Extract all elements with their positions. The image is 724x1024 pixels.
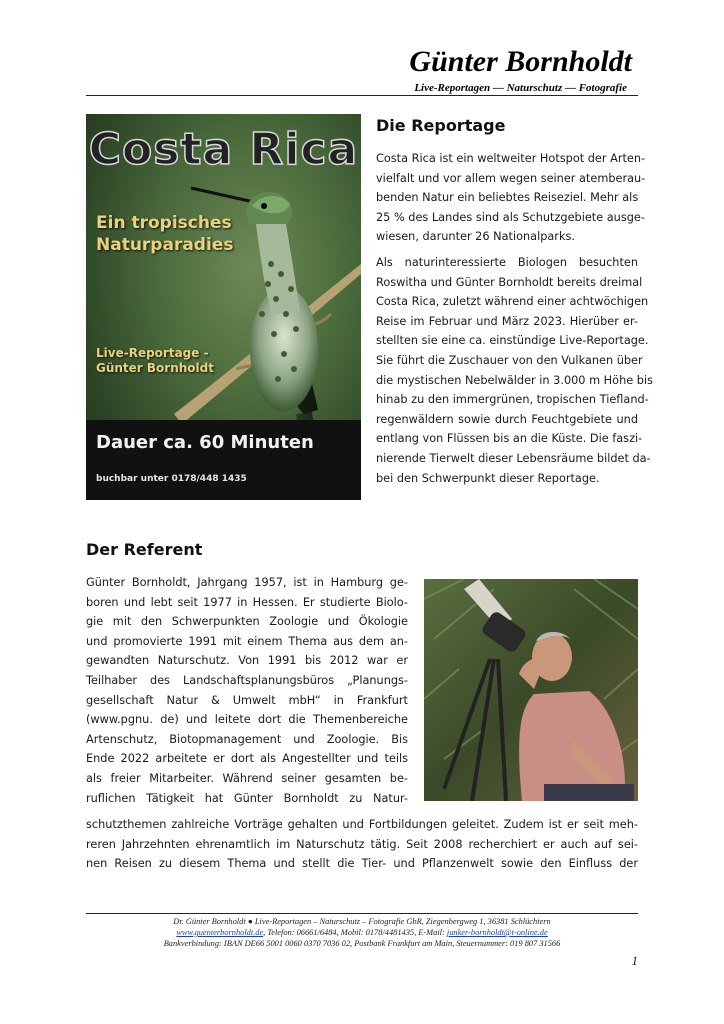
footer-contact-line	[86, 927, 638, 938]
header-divider	[86, 95, 638, 96]
footer-divider	[86, 913, 638, 914]
section-heading-referent: Der Referent	[86, 540, 203, 559]
poster-author	[96, 346, 214, 376]
website-link[interactable]: www.guenterbornholdt.de	[176, 928, 264, 937]
text-line: gewandten Naturschutz. Von 1991 bis 2012 war er	[86, 654, 408, 668]
text-line: Günter Bornholdt, Jahrgang 1957, ist in Hamburg ge-	[86, 576, 408, 589]
text-line: nierende Tierwelt dieser Lebensräume bildet da-	[376, 451, 651, 465]
paragraph	[376, 149, 646, 247]
footer-bank-details: Bankverbindung: IBAN DE66 5001 0060 0370 7036 02, Postbank Frankfurt am Main, Steuernummer: 019 807 31566	[163, 939, 561, 948]
text-line: 25 % des Landes sind als Schutzgebiete ausge-	[376, 210, 645, 224]
text-line: (www.pgnu. de) und leitete dort die Themenbereiche	[86, 713, 408, 727]
page-title: Günter Bornholdt	[409, 45, 632, 78]
text-line: wiesen, darunter 26 Nationalparks.	[376, 230, 575, 244]
text-line: Teilhaber des Landschaftsplanungsbüros „Planungs-	[86, 673, 408, 687]
poster-booking-phone: buchbar unter 0178/448 1435	[96, 474, 247, 484]
text-line: als freier Mitarbeiter. Während seiner gesamten be-	[86, 771, 408, 785]
text-line: boren und lebt seit 1977 in Hessen. Er studierte Biolo-	[86, 595, 408, 609]
text-line: schutzthemen zahlreiche Vorträge gehalten und Fortbildungen geleitet. Zudem ist er seit meh-	[86, 818, 638, 831]
footer-phone-text: , Telefon: 06661/6484, Mobil: 0178/4481435, E-Mail:	[263, 928, 447, 937]
paragraph	[376, 253, 653, 488]
text-line: regenwäldern sowie durch Feuchtgebiete und	[376, 412, 638, 426]
text-line: hinab zu den immergrünen, tropischen Tiefland-	[376, 393, 649, 407]
poster-duration: Dauer ca. 60 Minuten	[96, 432, 314, 453]
poster-subtitle-line: Naturparadies	[96, 235, 234, 255]
referent-text	[86, 573, 408, 808]
text-line: gie mit den Schwerpunkten Zoologie und Ökologie	[86, 615, 408, 629]
poster-author-line: Live-Reportage -	[96, 346, 209, 360]
text-line: gesellschaft Natur & Umwelt mbH“ in Frankfurt	[86, 693, 408, 707]
poster-author-line: Günter Bornholdt	[96, 361, 214, 375]
text-line: vielfalt und vor allem wegen seiner atemberau-	[376, 171, 646, 185]
text-line: und promovierte 1991 mit einem Thema aus dem an-	[86, 634, 408, 648]
poster-title: Costa Rica	[88, 124, 359, 175]
text-line: die mystischen Nebelwälder in 3.000 m Höhe bis	[376, 373, 653, 387]
reportage-text	[376, 149, 653, 494]
text-line: stellten sie eine ca. einstündige Live-Reportage.	[376, 334, 649, 348]
page-footer	[86, 916, 638, 949]
page-number: 1	[631, 953, 638, 968]
photographer-illustration	[424, 579, 638, 801]
page-subtitle: Live-Reportagen — Naturschutz — Fotografie	[414, 82, 627, 94]
text-line: benden Natur ein beliebtes Reiseziel. Mehr als	[376, 191, 639, 205]
text-line: nen Reisen zu diesem Thema und stellt die Tier- und Pflanzenwelt sowie den Einfluss der	[86, 857, 638, 871]
text-line: Artenschutz, Biotopmanagement und Zoologie. Bis	[86, 732, 408, 746]
section-heading-reportage: Die Reportage	[376, 116, 506, 135]
text-line: bei den Schwerpunkt dieser Reportage.	[376, 471, 600, 485]
text-line: Sie führt die Zuschauer von den Vulkanen über	[376, 353, 643, 367]
poster-footer-band	[86, 420, 361, 500]
text-line: reren Jahrzehnten ehrenamtlich im Naturschutz tätig. Seit 2008 recherchiert er auch auf sei-	[86, 837, 638, 851]
text-line: Costa Rica ist ein weltweiter Hotspot der Arten-	[376, 152, 646, 165]
costa-rica-poster	[86, 114, 361, 500]
text-line: Costa Rica, zuletzt während einer achtwöchigen	[376, 295, 649, 309]
poster-subtitle-line: Ein tropisches	[96, 213, 232, 233]
text-line: Als naturinteressierte Biologen besuchten	[376, 255, 638, 269]
referent-photo	[424, 579, 638, 801]
text-line: ruflichen Tätigkeit hat Günter Bornholdt zu Natur-	[86, 791, 408, 805]
text-line: entlang von Flüssen bis an die Küste. Die faszi-	[376, 432, 643, 446]
referent-text-continued	[86, 815, 638, 874]
footer-address: Dr. Günter Bornholdt ● Live-Reportagen – Naturschutz – Fotografie GbR, Ziegenbergweg 1, 36381 Schlüchtern	[173, 917, 551, 926]
text-line: Roswitha und Günter Bornholdt bereits dreimal	[376, 275, 643, 289]
text-line: Ende 2022 arbeitete er dort als Angestellter und teils	[86, 752, 408, 766]
poster-subtitle	[96, 212, 233, 256]
text-line: Reise im Februar und März 2023. Hierüber er-	[376, 314, 638, 328]
email-link[interactable]: junker-bornholdt@t-online.de	[446, 928, 548, 937]
